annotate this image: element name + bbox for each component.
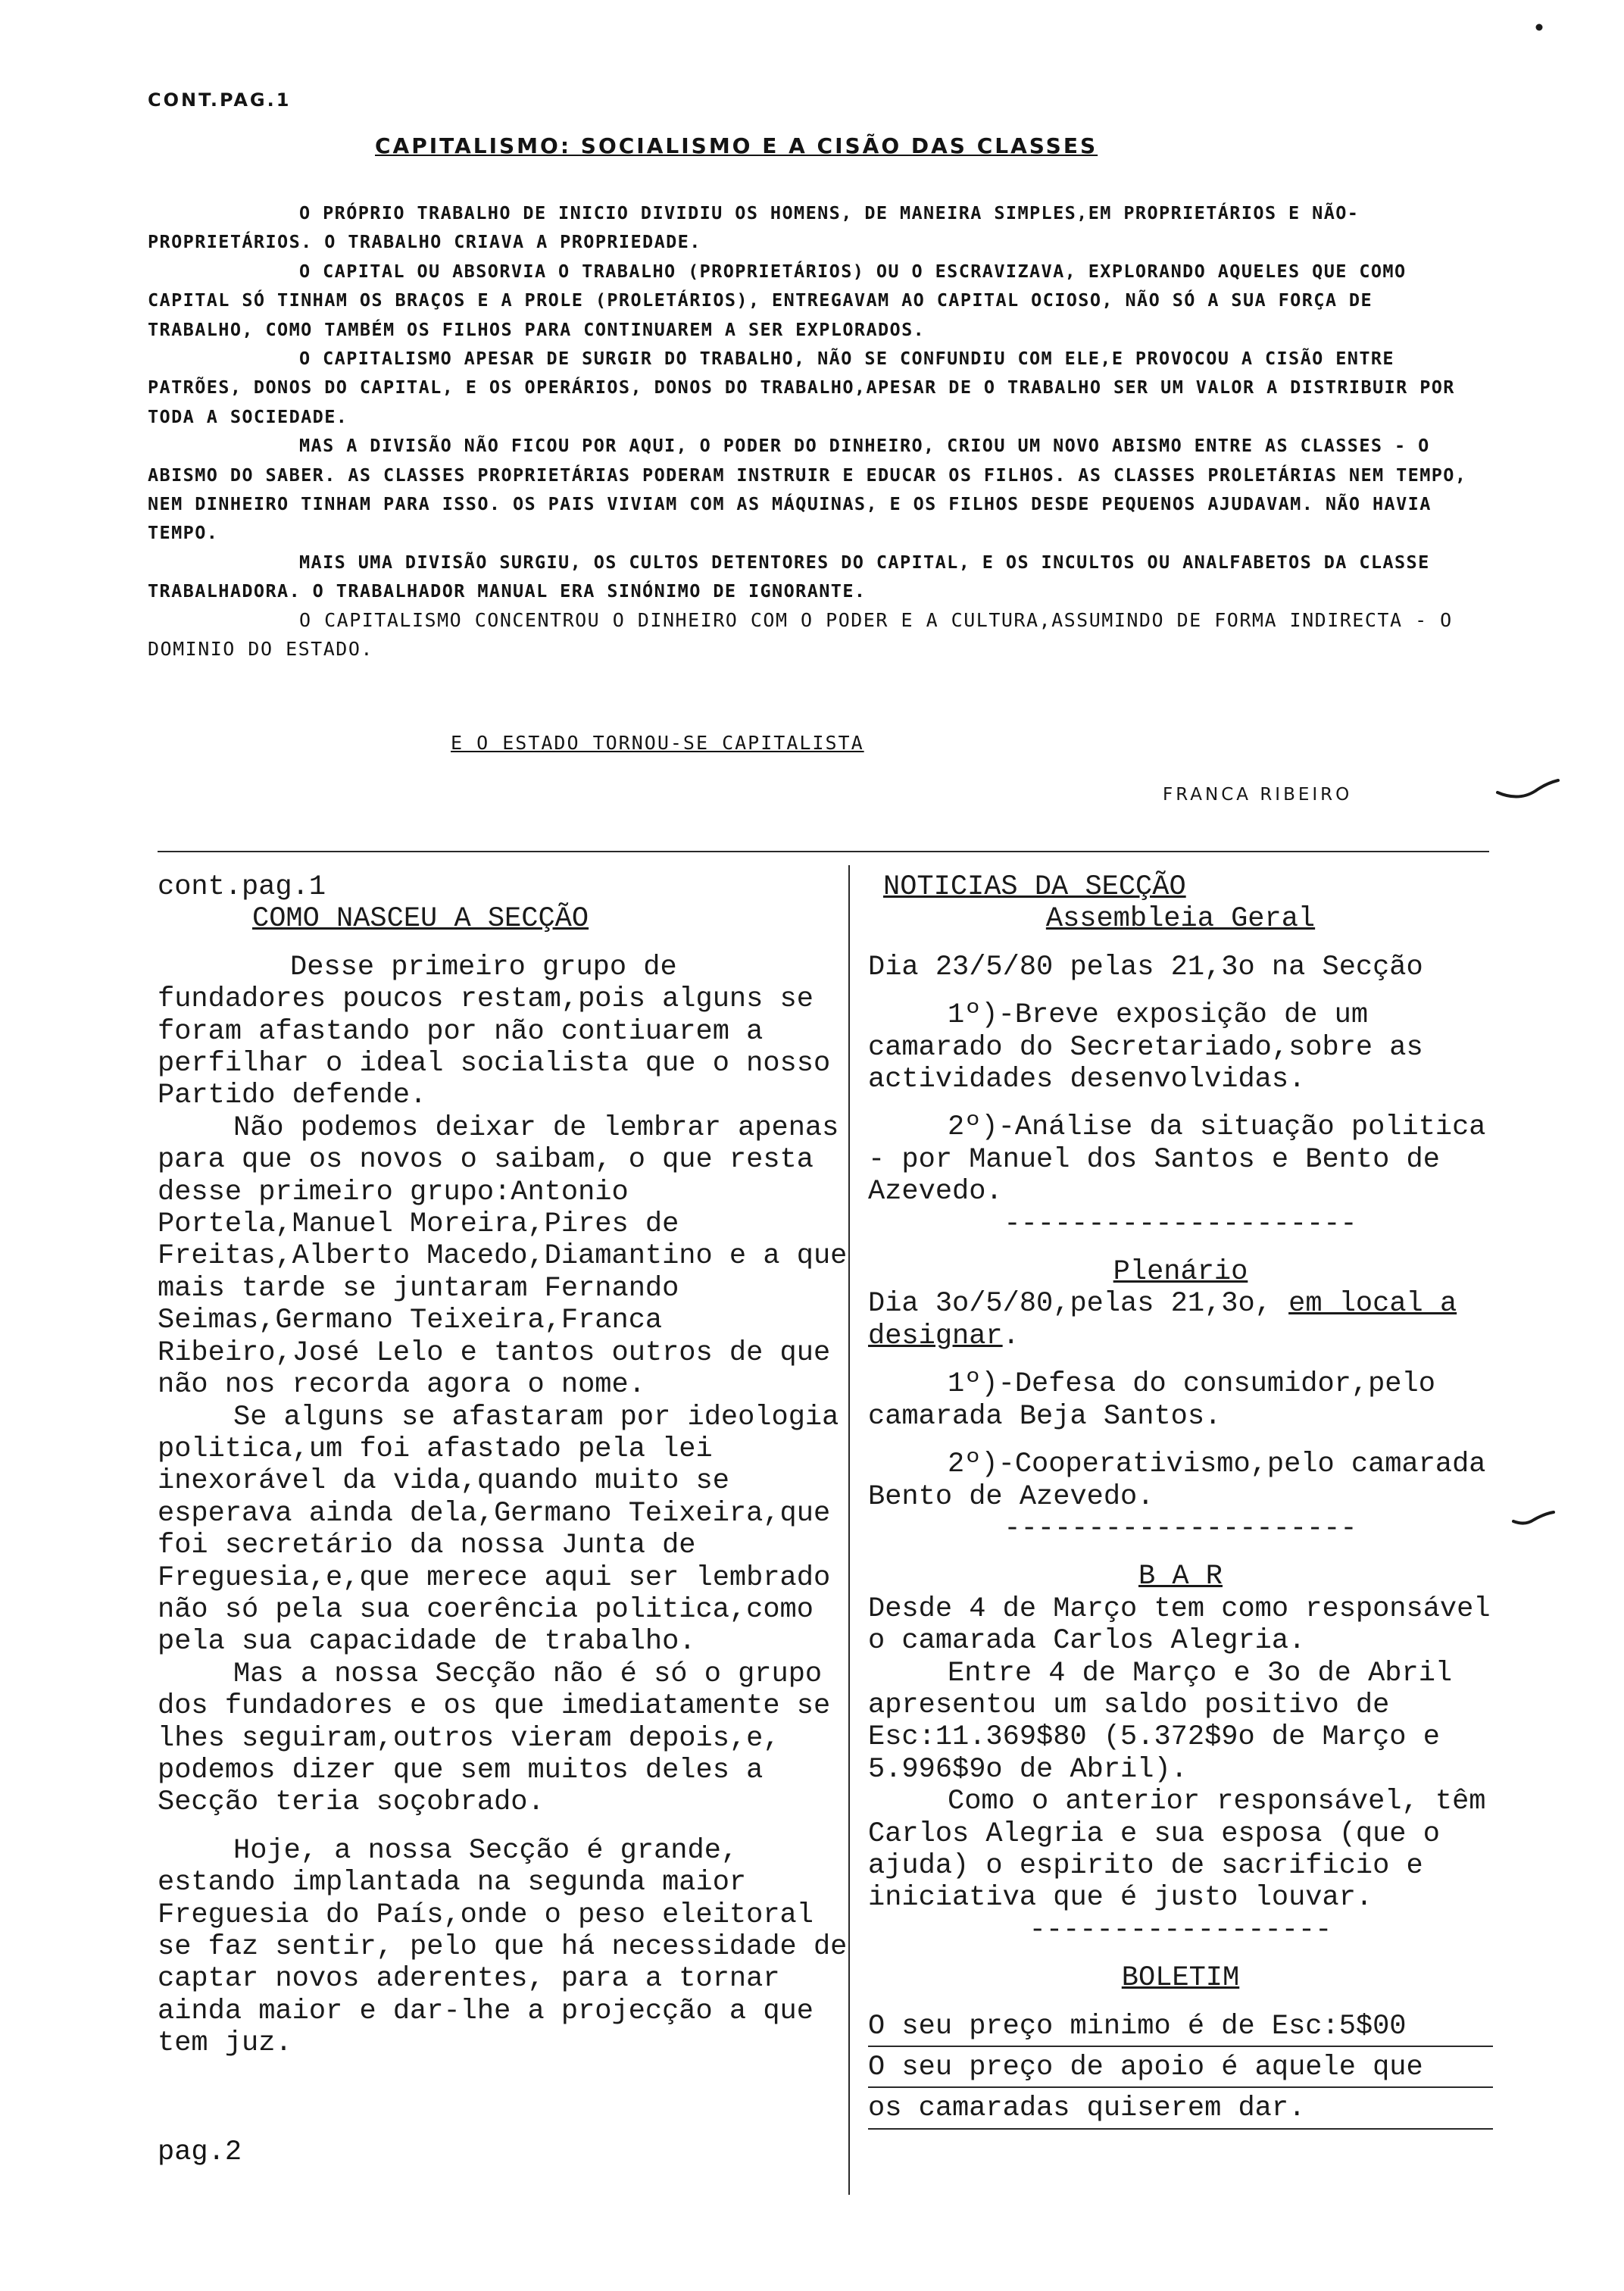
- paragraph: MAIS UMA DIVISÃO SURGIU, OS CULTOS DETENTORES DO CAPITAL, E OS INCULTOS OU ANALFABETOS DA CLASSE TRABALHADORA. O TRABALHADOR MANUAL ERA SINÓNIMO DE IGNORANTE.: [148, 551, 1430, 602]
- paragraph: O PRÓPRIO TRABALHO DE INICIO DIVIDIU OS HOMENS, DE MANEIRA SIMPLES,EM PROPRIETÁRIOS E NÃO-PROPRIETÁRIOS. O TRABALHO CRIAVA A PROPRIEDADE.: [148, 202, 1360, 253]
- page-footer: pag.2: [158, 2136, 242, 2168]
- ink-dot-icon: [1535, 23, 1544, 32]
- separator: ---------------------: [1004, 1512, 1357, 1545]
- paragraph: MAS A DIVISÃO NÃO FICOU POR AQUI, O PODER DO DINHEIRO, CRIOU UM NOVO ABISMO ENTRE AS CLASSES - O ABISMO DO SABER. AS CLASSES PROPRIETÁRIAS PODERAM INSTRUIR E EDUCAR OS FILHOS. AS CLASSES PROLETÁRIAS NEM TEMPO, NEM DINHEIRO TINHAM PARA ISSO. OS PAIS VIVIAM COM AS MÁQUINAS, E OS FILHOS DESDE PEQUENOS AJUDAVAM. NÃO HAVIA TEMPO.: [148, 435, 1467, 544]
- paragraph: Como o anterior responsável, têm Carlos Alegria e sua esposa (que o ajuda) o espirito de sacrificio e iniciativa que é justo louvar.: [868, 1786, 1486, 1914]
- paragraph: Desde 4 de Março tem como responsável o camarada Carlos Alegria.: [868, 1592, 1491, 1658]
- paragraph: Mas a nossa Secção não é só o grupo dos fundadores e os que imediatamente se lhes seguiram,outros vieram depois,e, podemos dizer que sem muitos deles a Secção teria soçobrado.: [158, 1658, 831, 1819]
- paragraph: Desse primeiro grupo de fundadores poucos restam,pois alguns se foram afastando por não contiuarem a perfilhar o ideal socialista que o nosso Partido defende.: [158, 951, 831, 1112]
- article-body: [148, 198, 1481, 664]
- plenario-heading: Plenário: [1113, 1256, 1248, 1289]
- horizontal-divider: [158, 851, 1489, 852]
- paragraph: O CAPITALISMO CONCENTROU O DINHEIRO COM O PODER E A CULTURA,ASSUMINDO DE FORMA INDIRECTA - O DOMINIO DO ESTADO.: [148, 608, 1453, 661]
- check-mark-icon: [1511, 1509, 1557, 1532]
- news-title: NOTICIAS DA SECÇÃO: [883, 871, 1186, 903]
- separator: ---------------------: [1004, 1208, 1357, 1240]
- assembleia-date: Dia 23/5/80 pelas 21,3o na Secção: [868, 951, 1423, 983]
- paragraph: O CAPITAL OU ABSORVIA O TRABALHO (PROPRIETÁRIOS) OU O ESCRAVIZAVA, EXPLORANDO AQUELES QUE COMO CAPITAL SÓ TINHAM OS BRAÇOS E A PROLE (PROLETÁRIOS), ENTREGAVAM AO CAPITAL OCIOSO, NÃO SÓ A SUA FORÇA DE TRABALHO, COMO TAMBÉM OS FILHOS PARA CONTINUAREM A SER EXPLORADOS.: [148, 260, 1407, 340]
- article-author: FRANCA RIBEIRO: [1163, 785, 1353, 805]
- section-title: COMO NASCEU A SECÇÃO: [252, 903, 589, 936]
- agenda-item: 2º)-Análise da situação politica - por Manuel dos Santos e Bento de Azevedo.: [868, 1111, 1486, 1208]
- assembleia-heading: Assembleia Geral: [1045, 903, 1316, 936]
- article-title: CAPITALISMO: SOCIALISMO E A CISÃO DAS CLASSES: [375, 133, 1098, 158]
- agenda-item: 1º)-Defesa do consumidor,pelo camarada Beja Santos.: [868, 1368, 1435, 1433]
- paragraph: Se alguns se afastaram por ideologia politica,um foi afastado pela lei inexorável da vida,quando muito se esperava ainda dela,Germano Teixeira,que foi secretário da nossa Junta de Freguesia,e,que merece aqui ser lembrado não só pela sua coerência politica,como pela sua capacidade de trabalho.: [158, 1401, 839, 1658]
- check-mark-icon: [1496, 776, 1560, 806]
- bar-heading: B A R: [1138, 1561, 1223, 1593]
- boletim-line: O seu preço de apoio é aquele que: [868, 2052, 1493, 2088]
- boletim-line: O seu preço minimo é de Esc:5$00: [868, 2011, 1493, 2047]
- separator: ------------------: [1029, 1914, 1332, 1946]
- paragraph: Não podemos deixar de lembrar apenas para que os novos o saibam, o que resta desse primeiro grupo:Antonio Portela,Manuel Moreira,Pires de Freitas,Alberto Macedo,Diamantino e a que mais tarde se juntaram Fernando Seimas,Germano Teixeira,Franca Ribeiro,José Lelo e tantos outros de que não nos recorda agora o nome.: [158, 1111, 848, 1402]
- column-reference: cont.pag.1: [158, 871, 326, 903]
- plenario-date: Dia 3o/5/80,pelas 21,3o, em local a designar.: [868, 1288, 1457, 1352]
- right-column: [868, 871, 1493, 2134]
- article-conclusion: E O ESTADO TORNOU-SE CAPITALISTA: [451, 732, 864, 754]
- page-reference: CONT.PAG.1: [148, 89, 292, 111]
- paragraph: Hoje, a nossa Secção é grande, estando implantada na segunda maior Freguesia do País,onde o peso eleitoral se faz sentir, pelo que há necessidade de captar novos aderentes, para a tornar ainda maior e dar-lhe a projecção a que tem juz.: [158, 1834, 848, 2060]
- agenda-item: 2º)-Cooperativismo,pelo camarada Bento de Azevedo.: [868, 1449, 1486, 1513]
- agenda-item: 1º)-Breve exposição de um camarado do Secretariado,sobre as actividades desenvolvidas.: [868, 999, 1423, 1096]
- boletim-line: os camaradas quiserem dar.: [868, 2093, 1493, 2129]
- left-column: [158, 871, 851, 2060]
- boletim-heading: BOLETIM: [1121, 1962, 1240, 1995]
- paragraph: Entre 4 de Março e 3o de Abril apresentou um saldo positivo de Esc:11.369$80 (5.372$9o de Março e 5.996$9o de Abril).: [868, 1657, 1453, 1786]
- paragraph: O CAPITALISMO APESAR DE SURGIR DO TRABALHO, NÃO SE CONFUNDIU COM ELE,E PROVOCOU A CISÃO ENTRE PATRÕES, DONOS DO CAPITAL, E OS OPERÁRIOS, DONOS DO TRABALHO,APESAR DE O TRABALHO SER UM VALOR A DISTRIBUIR POR TODA A SOCIEDADE.: [148, 348, 1455, 427]
